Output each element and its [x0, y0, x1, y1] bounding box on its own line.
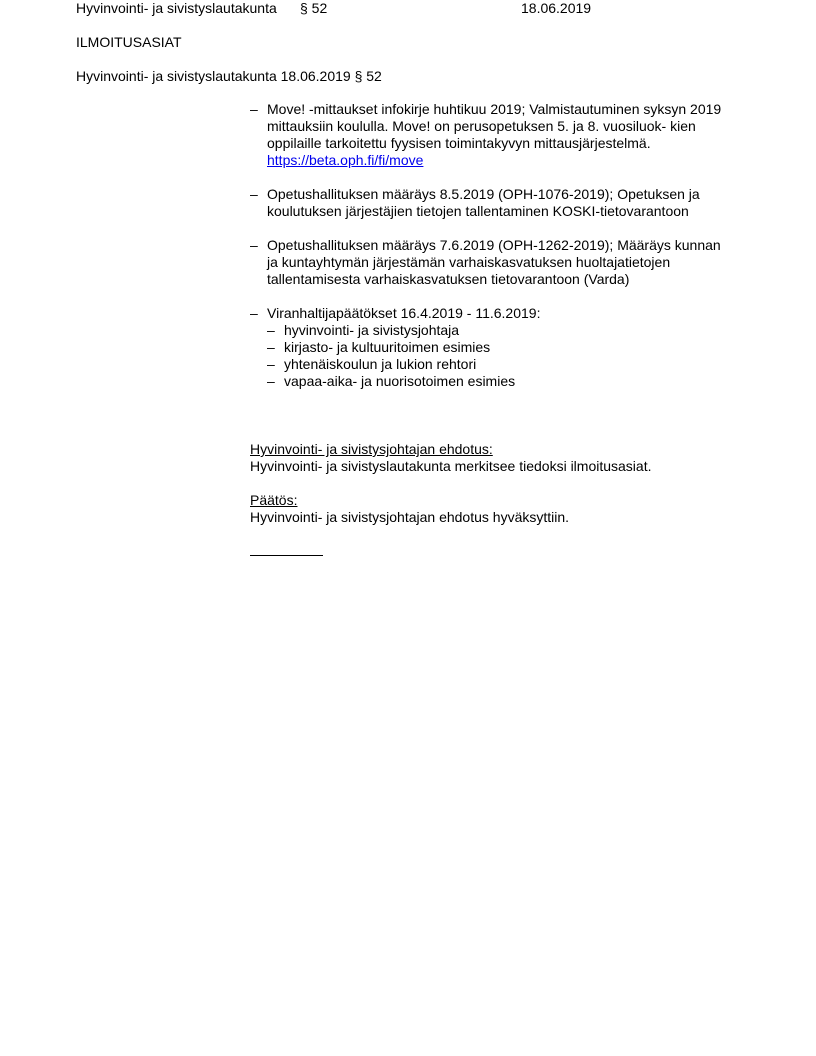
meeting-line: Hyvinvointi- ja sivistyslautakunta 18.06.2019 § 52: [76, 68, 382, 84]
list-item: [250, 237, 730, 288]
header-committee: Hyvinvointi- ja sivistyslautakunta: [76, 0, 277, 16]
bullet-dash: –: [267, 339, 275, 355]
bullet-dash: –: [267, 373, 275, 389]
item-text: Opetushallituksen määräys 7.6.2019 (OPH-1262-2019); Määräys kunnan ja kuntayhtymän järjestämän varhaiskasvatuksen huoltajatietojen tallentamisesta varhaiskasvatuksen tietovarantoon (Varda): [267, 237, 721, 287]
sub-list-item: [267, 356, 730, 373]
sub-item-text: vapaa-aika- ja nuorisotoimen esimies: [284, 373, 516, 389]
decision-heading: Päätös:: [250, 492, 298, 508]
item-text: Move! -mittaukset infokirje huhtikuu 2019; Valmistautuminen syksyn 2019 mittauksiin koululla. Move! on perusopetuksen 5. ja 8. vuosiluok- kien oppilaille tarkoitettu fyysisen toimintakyvyn mittausjärjestelmä.: [267, 101, 722, 151]
list-item: [250, 186, 730, 220]
sub-list-item: [267, 322, 730, 339]
proposal-text: Hyvinvointi- ja sivistyslautakunta merkitsee tiedoksi ilmoitusasiat.: [250, 458, 652, 474]
header-section: § 52: [300, 0, 328, 16]
notice-items-list: [250, 101, 730, 407]
bullet-dash: –: [250, 305, 258, 321]
sub-list-item: [267, 373, 730, 390]
decision-text: Hyvinvointi- ja sivistysjohtajan ehdotus hyväksyttiin.: [250, 509, 570, 525]
proposal-section: [250, 441, 730, 475]
bullet-dash: –: [250, 237, 258, 253]
sub-item-text: hyvinvointi- ja sivistysjohtaja: [284, 322, 460, 338]
move-link[interactable]: https://beta.oph.fi/fi/move: [267, 152, 424, 168]
document-title: ILMOITUSASIAT: [76, 34, 182, 50]
decision-section: [250, 492, 730, 526]
header-date: 18.06.2019: [521, 0, 592, 16]
item-text: Viranhaltijapäätökset 16.4.2019 - 11.6.2019:: [267, 305, 541, 321]
list-item: [250, 101, 730, 169]
item-text: Opetushallituksen määräys 8.5.2019 (OPH-1076-2019); Opetuksen ja koulutuksen järjestäjien tietojen tallentaminen KOSKI-tietovarantoon: [267, 186, 700, 219]
bullet-dash: –: [250, 101, 258, 117]
bullet-dash: –: [267, 322, 275, 338]
sub-item-text: kirjasto- ja kultuuritoimen esimies: [284, 339, 491, 355]
proposal-heading: Hyvinvointi- ja sivistysjohtajan ehdotus:: [250, 441, 493, 457]
sub-item-text: yhtenäiskoulun ja lukion rehtori: [284, 356, 477, 372]
list-item: [250, 305, 730, 390]
bullet-dash: –: [267, 356, 275, 372]
sub-list-item: [267, 339, 730, 356]
closing-rule: [250, 555, 323, 556]
bullet-dash: –: [250, 186, 258, 202]
